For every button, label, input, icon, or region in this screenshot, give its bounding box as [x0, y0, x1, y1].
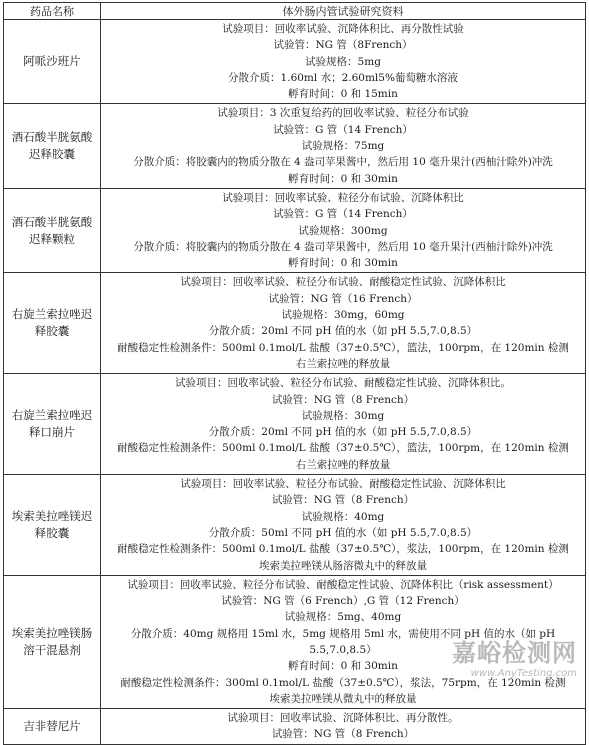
test-info-cell [101, 475, 586, 576]
info-line: 分散介质：20ml 不同 pH 值的水（如 pH 5.5,7.0,8.5） [208, 325, 478, 338]
info-line: 试验规格：300mg [298, 224, 388, 237]
info-line: 试验管：NG 管（8 French） [271, 494, 415, 507]
table-row [4, 20, 586, 104]
info-line: 分散介质：50ml 不同 pH 值的水（如 pH 5.5,7.0,8.5） [208, 526, 478, 539]
info-line: 分散介质：20ml 不同 pH 值的水（如 pH 5.5,7.0,8.5） [208, 426, 478, 439]
info-line: 试验规格：75mg [301, 140, 385, 153]
info-line: 分散介质：将胶囊内的物质分散在 4 盎司苹果酱中，然后用 10 毫升果汁(西柚汁除外)冲洗 [133, 156, 553, 169]
table-row [4, 475, 586, 576]
drug-name-cell: 右旋兰索拉唑迟释口崩片 [4, 374, 101, 475]
info-line: 试验管：NG 管（6 French）,G 管（12 French） [221, 595, 465, 608]
info-line: 试验规格：5mg [305, 55, 381, 68]
info-line: 试验规格：5mg、40mg [284, 611, 402, 624]
info-line: 耐酸稳定性检测条件：300ml 0.1mol/L 盐酸（37±0.5℃），浆法，75rpm，在 120min 检测 [120, 676, 566, 689]
test-info-cell [101, 273, 586, 374]
table-header-row [4, 3, 586, 20]
info-line: 试验项目：3 次重复给药的回收率试验、粒径分布试验 [217, 107, 469, 120]
info-line: 分散介质：1.60ml 水；2.60ml5%葡萄糖水溶液 [228, 71, 458, 84]
test-info-cell [101, 20, 586, 104]
table-row [4, 273, 586, 374]
info-line: 试验管：NG 管（8 French） [271, 728, 415, 741]
info-line: 分散介质：将胶囊内的物质分散在 4 盎司苹果酱中，然后用 10 毫升果汁(西柚汁除外)冲洗 [133, 240, 553, 253]
info-line: 试验项目：回收率试验、粒径分布试验、耐酸稳定性试验、沉降体积比 [180, 276, 506, 289]
test-info-cell [101, 709, 586, 745]
info-line: 试验管：NG 管（8French） [273, 39, 413, 52]
info-line: 试验项目：回收率试验、粒径分布试验、耐酸稳定性试验、沉降体积比。 [175, 377, 511, 390]
header-drug-name: 药品名称 [4, 3, 101, 20]
watermark-title: 嘉峪检测网 [452, 639, 577, 667]
info-line: 孵育时间：0 和 30min [288, 172, 398, 185]
header-test-data: 体外肠内管试验研究资料 [101, 3, 586, 20]
watermark-url: www.AnyTesting.com [470, 668, 577, 679]
info-line: 试验项目：回收率试验、沉降体积比、再分散性试验 [222, 23, 464, 35]
test-info-cell [101, 374, 586, 475]
info-line: 耐酸稳定性检测条件：500ml 0.1mol/L 盐酸（37±0.5℃），篮法，100rpm，在 120min 检测 [117, 442, 569, 455]
info-line: 试验管：G 管（14 French） [273, 123, 413, 136]
test-info-cell [101, 104, 586, 188]
watermark [452, 633, 577, 679]
drug-name-cell: 埃索美拉唑镁迟释胶囊 [4, 475, 101, 576]
info-line: 分散介质：40mg 规格用 15ml 水，5mg 规格用 5ml 水，需使用不同 pH 值的水（如 pH [130, 627, 556, 640]
table-row [4, 374, 586, 475]
test-info-cell [101, 188, 586, 272]
drug-name-cell: 埃索美拉唑镁肠溶干混悬剂 [4, 575, 101, 708]
drug-name-cell: 阿哌沙班片 [4, 20, 101, 104]
drug-name-cell: 右旋兰索拉唑迟释胶囊 [4, 273, 101, 374]
drug-name-cell: 酒石酸半胱氨酸迟释颗粒 [4, 188, 101, 272]
info-line: 埃索美拉唑镁从肠溶微丸中的释放量 [259, 559, 427, 572]
info-line: 孵育时间：0 和 30min [288, 660, 398, 673]
info-line: 试验管：NG 管（16 French） [268, 292, 418, 305]
info-line: 右兰索拉唑的释放量 [295, 357, 391, 370]
info-line: 耐酸稳定性检测条件：500ml 0.1mol/L 盐酸（37±0.5℃），浆法，100rpm，在 120min 检测 [117, 543, 569, 556]
table-row [4, 709, 586, 745]
info-line: 埃索美拉唑镁从微丸中的释放量 [269, 692, 417, 705]
info-line: 试验规格：30mg，60mg [281, 309, 405, 322]
info-line: 耐酸稳定性检测条件：500ml 0.1mol/L 盐酸（37±0.5℃），篮法，100rpm，在 120min 检测 [117, 341, 569, 354]
info-line: 试验项目：回收率试验、粒径分布试验、沉降体积比 [222, 191, 464, 204]
drug-name-cell: 吉非替尼片 [4, 709, 101, 745]
info-line: 试验项目：回收率试验、粒径分布试验、耐酸稳定性试验、沉降体积比（risk assessment） [127, 578, 559, 591]
table-row [4, 104, 586, 188]
info-line: 右兰索拉唑的释放量 [295, 458, 391, 471]
info-line: 试验项目：回收率试验、沉降体积比、再分散性。 [227, 712, 459, 725]
info-line: 试验项目：回收率试验、粒径分布试验、耐酸稳定性试验、沉降体积比 [180, 478, 506, 491]
drug-name-cell: 酒石酸半胱氨酸迟释胶囊 [4, 104, 101, 188]
info-line: 孵育时间：0 和 30min [288, 257, 398, 270]
info-line: 试验管：NG 管（8 French） [271, 393, 415, 406]
info-line: 5.5,7.0,8.5） [309, 643, 377, 656]
info-line: 试验管：G 管（14 French） [273, 208, 413, 221]
table-row [4, 188, 586, 272]
info-line: 试验规格：40mg [301, 510, 385, 523]
info-line: 试验规格：30mg [301, 409, 385, 422]
info-line: 孵育时间：0 和 15min [288, 88, 398, 101]
